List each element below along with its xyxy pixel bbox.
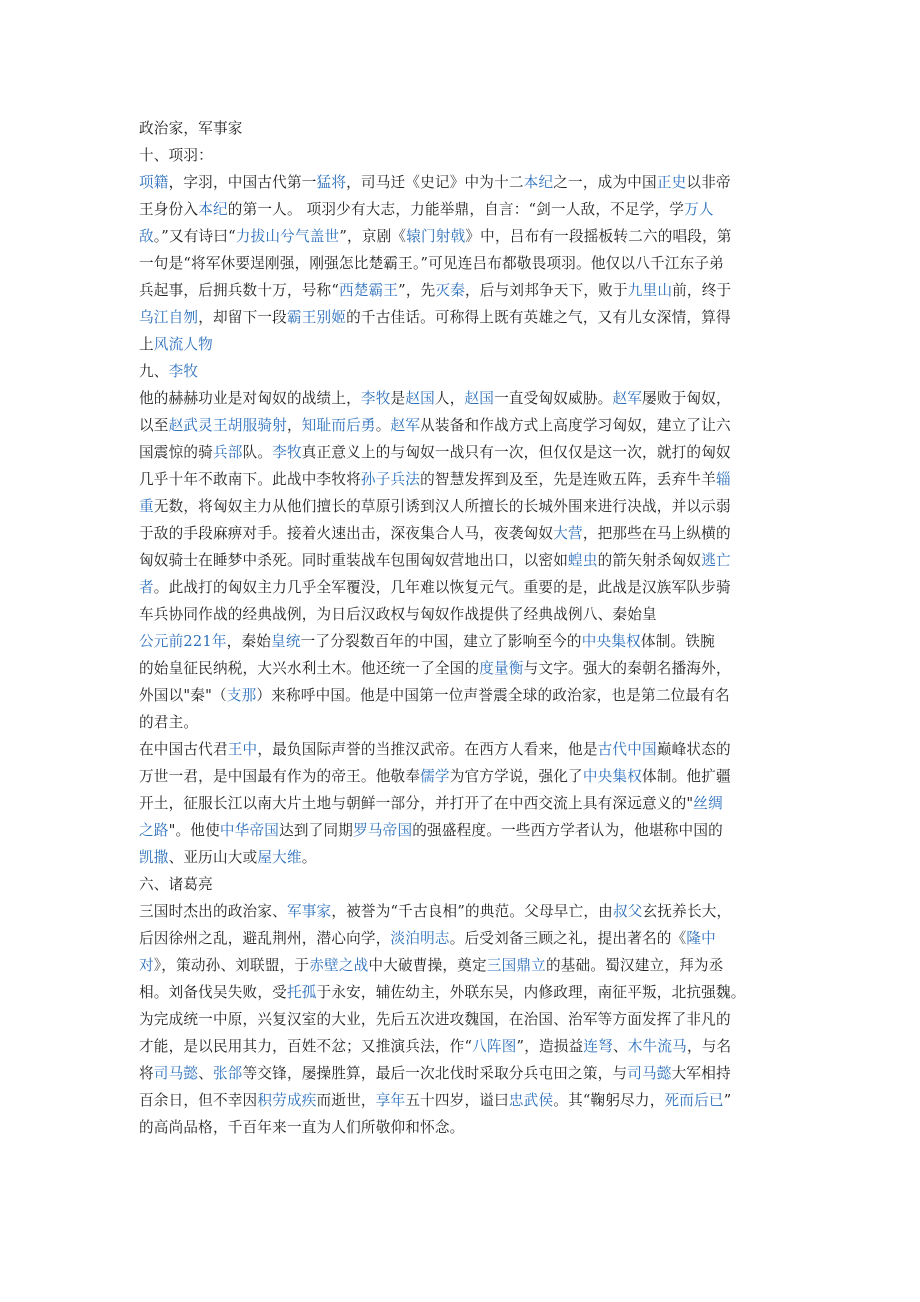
text-line (139, 277, 782, 304)
text-run: 的千古佳话。可称得上既有英雄之气，又有儿女深情，算得 (346, 309, 731, 326)
text-line (139, 736, 782, 763)
inline-link[interactable]: 赵军 (390, 417, 421, 434)
inline-link[interactable]: 李牧 (360, 390, 391, 407)
inline-link[interactable]: 八阵图 (472, 1038, 517, 1055)
text-run: ，司马迁《史记》中为十二 (346, 174, 524, 191)
text-run: 的君主。 (139, 714, 199, 731)
text-run: 上 (139, 336, 154, 353)
text-run: 》，策动孙、刘联盟，于 (153, 957, 310, 974)
text-line (139, 115, 782, 142)
text-run: 巅峰状态的 (656, 741, 731, 758)
inline-link[interactable]: 项籍 (139, 174, 169, 191)
inline-link[interactable]: 屋大维 (257, 849, 302, 866)
inline-link[interactable]: 淡泊明志 (390, 930, 450, 947)
text-run: 于敌的手段麻痹对手。接着火速出击，深夜集合人马，夜袭匈奴 (139, 525, 554, 542)
inline-link[interactable]: 中央集权 (582, 768, 643, 785)
inline-link[interactable]: 凯撒 (139, 849, 169, 866)
text-run: ” (723, 1092, 732, 1109)
inline-link[interactable]: 大营 (553, 525, 583, 542)
text-run: 体制。他扩疆 (642, 768, 731, 785)
inline-link[interactable]: 积劳成疾 (257, 1092, 317, 1109)
inline-link[interactable]: 古代中国 (597, 741, 657, 758)
text-run: ，最负国际声誉的当推汉武帝。在西方人看来，他是 (257, 741, 598, 758)
inline-link[interactable]: 221 (183, 633, 212, 650)
text-line (139, 547, 782, 574)
text-line (139, 574, 782, 601)
text-run: 、 (198, 1065, 213, 1082)
text-line (139, 709, 782, 736)
text-line (139, 763, 782, 790)
text-run: 。 (375, 417, 391, 434)
text-run: 的强盛程度。一些西方学者认为，他堪称中国的 (412, 822, 723, 839)
inline-link[interactable]: 重 (139, 498, 154, 515)
text-line (139, 439, 782, 466)
text-run: 人， (434, 390, 465, 407)
text-run: ”，先 (398, 282, 436, 299)
inline-link[interactable]: 丝绸 (693, 795, 723, 812)
text-run: 达到了同期 (279, 822, 354, 839)
inline-link[interactable]: 度量衡 (479, 660, 524, 677)
inline-link[interactable]: 赵武灵王胡服骑射 (168, 417, 287, 434)
text-line (139, 952, 782, 979)
inline-link[interactable]: 军事家 (286, 903, 332, 920)
text-line (139, 871, 782, 898)
inline-link[interactable]: 知耻而后勇 (301, 417, 376, 434)
text-run: 的箭矢射杀匈奴 (597, 552, 702, 569)
text-run: 》中，吕布有一段摇板转二六的唱段，第 (465, 228, 732, 245)
text-run: 三国时杰出的政治家、 (139, 903, 287, 920)
text-run: 的始皇征民纳税，大兴水利土木。他还统一了全国的 (139, 660, 480, 677)
inline-link[interactable]: 木牛流马 (627, 1038, 687, 1055)
inline-link[interactable]: 张郃 (212, 1065, 243, 1082)
inline-link[interactable]: 本纪 (523, 174, 554, 191)
inline-link[interactable]: 猛将 (316, 174, 347, 191)
text-line (139, 331, 782, 358)
text-run: 。此战打的匈奴主力几乎全军覆没，几年难以恢复元气。重要的是，此战是汉族军队步骑 (153, 579, 731, 596)
text-run: 政治家，军事家 (139, 120, 243, 137)
text-run: 队。 (242, 444, 273, 461)
text-run: 。后受刘备三顾之礼，提出著名的《 (449, 930, 687, 947)
text-line (139, 817, 782, 844)
inline-link[interactable]: 年 (211, 633, 227, 650)
text-run: 匈奴骑士在睡梦中杀死。同时重装战车包围匈奴营地出口，以密如 (139, 552, 569, 569)
inline-link[interactable]: 西楚霸王 (338, 282, 399, 299)
text-run: 等交锋，屡操胜算，最后一次北伐时采取分兵屯田之策，与 (242, 1065, 628, 1082)
text-line (139, 682, 782, 709)
inline-link[interactable]: 敌 (139, 228, 154, 245)
inline-link[interactable]: 连弩 (583, 1038, 613, 1055)
inline-link[interactable]: 罗马帝国 (353, 822, 413, 839)
text-run: ）来称呼中国。他是中国第一位声誉震全球的政治家，也是第二位最有名 (256, 687, 730, 704)
text-line (139, 520, 782, 547)
text-run: 以至 (139, 417, 169, 434)
text-run: 屡败于匈奴， (642, 390, 731, 407)
text-line (139, 1033, 782, 1060)
text-line (139, 304, 782, 331)
text-run: 中大破曹操，奠定 (368, 957, 487, 974)
text-run: 将 (139, 1065, 154, 1082)
article-body (139, 115, 782, 1141)
text-run: 于永安，辅佐幼主，外联东吴，内修政理，南征平叛，北抗强魏。 (316, 984, 746, 1001)
inline-link[interactable]: 赤壁之战 (309, 957, 369, 974)
text-run: 五十四岁，谥曰 (405, 1092, 509, 1109)
text-line (139, 925, 782, 952)
text-line (139, 1006, 782, 1033)
inline-link[interactable]: 万人 (684, 201, 714, 218)
text-run: 六、诸葛亮 (139, 876, 213, 893)
text-run: 玄抚养长大， (642, 903, 732, 920)
inline-link[interactable]: 本纪 (198, 201, 228, 218)
inline-link[interactable]: 孙子兵法 (360, 471, 421, 488)
text-line (139, 169, 782, 196)
text-run: 。”又有诗曰“ (153, 228, 236, 245)
text-run: 从装备和作战方式上高度学习匈奴，建立了让六 (420, 417, 731, 434)
inline-link[interactable]: 灭秦 (435, 282, 466, 299)
text-run: ，后与刘邦争天下，败于 (465, 282, 628, 299)
inline-link[interactable]: 支那 (226, 687, 257, 704)
text-run: 才能，是以民用其力，百姓不忿；又推演兵法，作“ (139, 1038, 473, 1055)
inline-link[interactable]: 中央集权 (581, 633, 641, 650)
text-line (139, 466, 782, 493)
text-run: 为完成统一中原，兴复汉室的大业，先后五次进攻魏国，在治国、治军等方面发挥了非凡的 (139, 1011, 731, 1028)
inline-link[interactable]: 叔父 (612, 903, 643, 920)
text-line (139, 601, 782, 628)
inline-link[interactable]: 享年 (375, 1092, 406, 1109)
text-line (139, 385, 782, 412)
text-line (139, 1060, 782, 1087)
text-run: ，被誉为“千古良相”的典范。父母早亡，由 (331, 903, 613, 920)
text-line (139, 898, 782, 925)
text-run: 相。刘备伐吴失败，受 (139, 984, 287, 1001)
inline-link[interactable]: 辕门射戟 (406, 228, 466, 245)
text-line (139, 979, 782, 1006)
text-run: 大军相持 (671, 1065, 731, 1082)
text-run: 。其“鞠躬尽力， (553, 1092, 665, 1109)
text-run: 真正意义上的与匈奴一战只有一次，但仅仅是这一次，就打的匈奴 (301, 444, 731, 461)
text-run: 的基础。蜀汉建立，拜为丞 (545, 957, 724, 974)
inline-link[interactable]: 隆中 (686, 930, 716, 947)
text-run: 。 (301, 849, 317, 866)
text-run: 车兵协同作战的经典战例，为日后汉政权与匈奴作战提供了经典战例八、秦始皇 (139, 606, 657, 623)
text-run: 九、 (139, 363, 169, 380)
text-line (139, 1114, 782, 1141)
text-line (139, 196, 782, 223)
inline-link[interactable]: 司马懿 (153, 1065, 199, 1082)
text-run: 之一，成为中国 (553, 174, 657, 191)
inline-link[interactable]: 风流人物 (153, 336, 213, 353)
text-run: 一句是“将军休要逞刚强，刚强怎比楚霸王。”可见连吕布都敬畏项羽。他仅以八千江东子弟 (139, 255, 724, 272)
text-run: ，字羽，中国古代第一 (168, 174, 317, 191)
text-run: "。他使 (168, 822, 220, 839)
inline-link[interactable]: 霸王别姬 (286, 309, 347, 326)
text-line (139, 142, 782, 169)
text-run: 的高尚品格，千百年来一直为人们所敬仰和怀念。 (139, 1119, 465, 1136)
inline-link[interactable]: 兵部 (212, 444, 243, 461)
inline-link[interactable]: 死而后已 (664, 1092, 724, 1109)
text-line (139, 844, 782, 871)
text-run: 十、项羽： (139, 147, 213, 164)
text-run: 而逝世， (316, 1092, 376, 1109)
inline-link[interactable]: 九里山 (627, 282, 673, 299)
text-run: 前，终于 (672, 282, 732, 299)
text-run: 外国以"秦"（ (139, 687, 227, 704)
text-run: 兵起事，后拥兵数十万，号称“ (139, 282, 339, 299)
inline-link[interactable]: 王中 (227, 741, 258, 758)
text-run: 他的赫赫功业是对匈奴的战绩上， (139, 390, 361, 407)
text-run: 后因徐州之乱，避乱荆州，潜心向学， (139, 930, 391, 947)
inline-link[interactable]: 三国鼎立 (486, 957, 546, 974)
inline-link[interactable]: 赵军 (612, 390, 643, 407)
text-run: 几乎十年不敢南下。此战中李牧将 (139, 471, 361, 488)
text-run: 一直受匈奴威胁。 (494, 390, 613, 407)
inline-link[interactable]: 之路 (139, 822, 169, 839)
text-run: 在中国古代君 (139, 741, 228, 758)
text-run: 与文字。强大的秦朝名播海外， (523, 660, 731, 677)
text-run: 、 (612, 1038, 628, 1055)
inline-link[interactable]: 力拔山兮气盖世 (235, 228, 340, 245)
text-line (139, 493, 782, 520)
text-line (139, 412, 782, 439)
text-line (139, 655, 782, 682)
text-run: 、亚历山大或 (168, 849, 258, 866)
text-line (139, 628, 782, 655)
inline-link[interactable]: 司马懿 (627, 1065, 672, 1082)
text-line (139, 358, 782, 385)
inline-link[interactable]: 辎 (716, 471, 731, 488)
text-run: 的第一人。 项羽少有大志，力能举鼎，自言：“剑一人敌，不足学，学 (227, 201, 685, 218)
text-run: ，却留下一段 (198, 309, 287, 326)
text-run: 百余日，但不幸因 (139, 1092, 258, 1109)
inline-link[interactable]: 李牧 (168, 363, 199, 380)
inline-link[interactable]: 李牧 (272, 444, 302, 461)
inline-link[interactable]: 托孤 (286, 984, 317, 1001)
text-run: ， (286, 417, 302, 434)
text-run: ，把那些在马上纵横的 (582, 525, 731, 542)
inline-link[interactable]: 赵国 (464, 390, 495, 407)
inline-link[interactable]: 儒学 (420, 768, 450, 785)
text-run: 无数，将匈奴主力从他们擅长的草原引诱到汉人所擅长的长城外围来进行决战，并以示弱 (153, 498, 731, 515)
text-run: 一了分裂数百年的中国，建立了影响至今的 (300, 633, 582, 650)
text-line (139, 250, 782, 277)
inline-link[interactable]: 对 (139, 957, 154, 974)
text-run: ”，造损益 (516, 1038, 584, 1055)
text-line (139, 790, 782, 817)
text-run: ，与名 (686, 1038, 732, 1055)
text-run: ，秦始 (226, 633, 272, 650)
inline-link[interactable]: 蝗虫 (568, 552, 598, 569)
text-run: 体制。铁腕 (640, 633, 715, 650)
text-line (139, 223, 782, 250)
inline-link[interactable]: 皇统 (271, 633, 301, 650)
text-run: 为官方学说，强化了 (449, 768, 583, 785)
text-run: 万世一君，是中国最有作为的帝王。他敬奉 (139, 768, 421, 785)
inline-link[interactable]: 忠武侯 (508, 1092, 554, 1109)
inline-link[interactable]: 赵国 (405, 390, 435, 407)
inline-link[interactable]: 乌江自刎 (139, 309, 199, 326)
text-run: 的智慧发挥到及至，先是连败五阵，丢弃牛羊 (420, 471, 716, 488)
text-run: 开土，征服长江以南大片土地与朝鲜一部分，并打开了在中西交流上具有深远意义的" (139, 795, 694, 812)
text-run: 是 (390, 390, 406, 407)
inline-link[interactable]: 公元前 (139, 633, 184, 650)
inline-link[interactable]: 者 (139, 579, 154, 596)
text-run: ”，京剧《 (339, 228, 407, 245)
text-run: 王身份入 (139, 201, 199, 218)
inline-link[interactable]: 逃亡 (701, 552, 731, 569)
inline-link[interactable]: 正史 (656, 174, 687, 191)
inline-link[interactable]: 中华帝国 (219, 822, 280, 839)
text-line (139, 1087, 782, 1114)
text-run: 国震惊的骑 (139, 444, 213, 461)
text-run: 以非帝 (686, 174, 731, 191)
